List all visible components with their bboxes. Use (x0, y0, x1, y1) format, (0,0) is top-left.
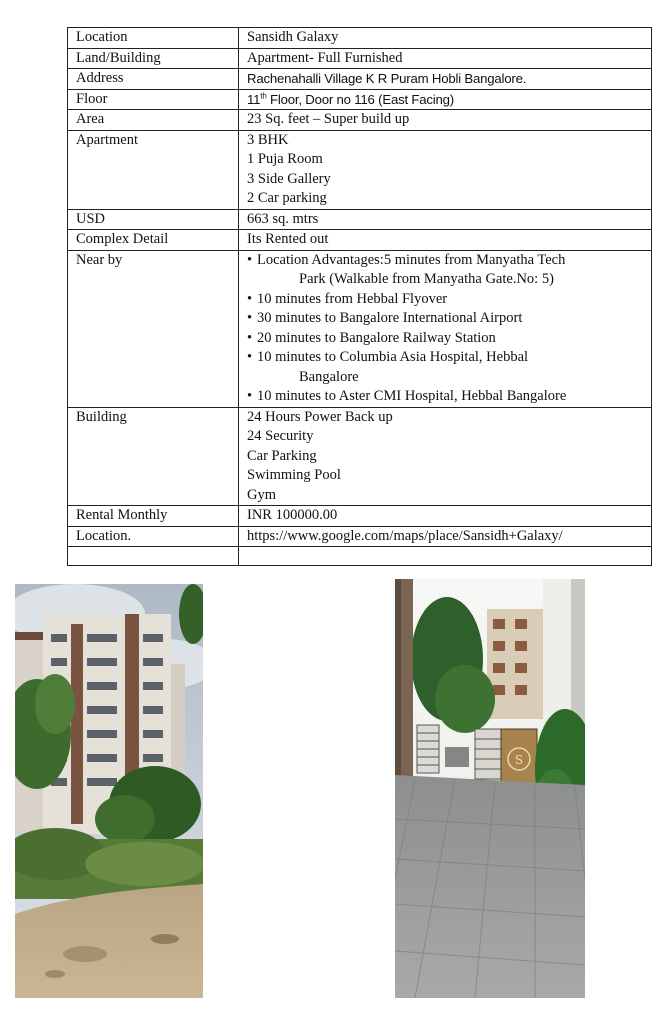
nearby-item-text: Location Advantages:5 minutes from Manyatha Tech (257, 251, 566, 268)
building-line: Car Parking (247, 447, 317, 464)
row-apartment (68, 130, 652, 209)
row-usd (68, 209, 652, 230)
row-near-by (68, 250, 652, 407)
floor-detail: Floor, Door no 116 (East Facing) (266, 91, 454, 107)
row-area (68, 110, 652, 131)
row-floor (68, 89, 652, 110)
value-rental-monthly: INR 100000.00 (239, 506, 652, 527)
value-near-by (239, 250, 652, 407)
floor-suffix: th (260, 91, 267, 101)
nearby-item (247, 329, 651, 349)
nearby-item-text: 30 minutes to Bangalore International Airport (257, 310, 523, 326)
nearby-item-continuation: Park (Walkable from Manyatha Gate.No: 5) (299, 271, 554, 287)
nearby-item-continuation: Bangalore (299, 368, 359, 385)
building-line: 24 Hours Power Back up (247, 408, 393, 425)
label-address: Address (68, 69, 239, 90)
nearby-list (247, 251, 651, 407)
label-building: Building (68, 407, 239, 506)
row-land-building (68, 48, 652, 69)
building-line: 24 Security (247, 428, 314, 444)
label-location-link: Location. (68, 526, 239, 547)
label-apartment: Apartment (68, 130, 239, 209)
label-floor: Floor (68, 89, 239, 110)
empty-cell (68, 547, 239, 566)
property-details-table (67, 27, 652, 566)
value-complex-detail: Its Rented out (239, 230, 652, 251)
empty-cell (239, 547, 652, 566)
value-land-building: Apartment- Full Furnished (239, 48, 652, 69)
nearby-item-text: 10 minutes to Aster CMI Hospital, Hebbal Bangalore (257, 388, 567, 404)
apartment-line: 3 BHK (247, 131, 289, 148)
value-location-link[interactable]: https://www.google.com/maps/place/Sansidh+Galaxy/ (239, 526, 652, 547)
building-line: Gym (247, 486, 276, 503)
apartment-line: 3 Side Gallery (247, 170, 331, 187)
nearby-item (247, 348, 651, 387)
nearby-item (247, 251, 651, 290)
floor-number: 11 (247, 91, 261, 107)
nearby-item-text: 20 minutes to Bangalore Railway Station (257, 329, 496, 346)
value-usd: 663 sq. mtrs (239, 209, 652, 230)
label-area: Area (68, 110, 239, 131)
value-area: 23 Sq. feet – Super build up (239, 110, 652, 131)
row-rental-monthly (68, 506, 652, 527)
label-usd: USD (68, 209, 239, 230)
nearby-item-text: 10 minutes from Hebbal Flyover (257, 290, 448, 307)
row-empty (68, 547, 652, 566)
building-line: Swimming Pool (247, 467, 341, 483)
row-address (68, 69, 652, 90)
label-near-by: Near by (68, 250, 239, 407)
row-location-link (68, 526, 652, 547)
nearby-item-text: 10 minutes to Columbia Asia Hospital, Hebbal (257, 349, 529, 365)
nearby-item (247, 309, 651, 329)
label-complex-detail: Complex Detail (68, 230, 239, 251)
value-apartment (239, 130, 652, 209)
row-complex-detail (68, 230, 652, 251)
apartment-line: 1 Puja Room (247, 151, 323, 167)
label-land-building: Land/Building (68, 48, 239, 69)
label-location: Location (68, 28, 239, 49)
row-location (68, 28, 652, 49)
nearby-item (247, 290, 651, 310)
value-location: Sansidh Galaxy (239, 28, 652, 49)
value-floor (239, 89, 652, 110)
apartment-building-photo (15, 584, 203, 998)
row-building (68, 407, 652, 506)
gate-emblem: S (514, 753, 524, 767)
entrance-gate-photo (395, 579, 585, 998)
value-address: Rachenahalli Village K R Puram Hobli Bangalore. (239, 69, 652, 90)
apartment-line: 2 Car parking (247, 190, 327, 206)
nearby-item (247, 387, 651, 407)
label-rental-monthly: Rental Monthly (68, 506, 239, 527)
value-building (239, 407, 652, 506)
